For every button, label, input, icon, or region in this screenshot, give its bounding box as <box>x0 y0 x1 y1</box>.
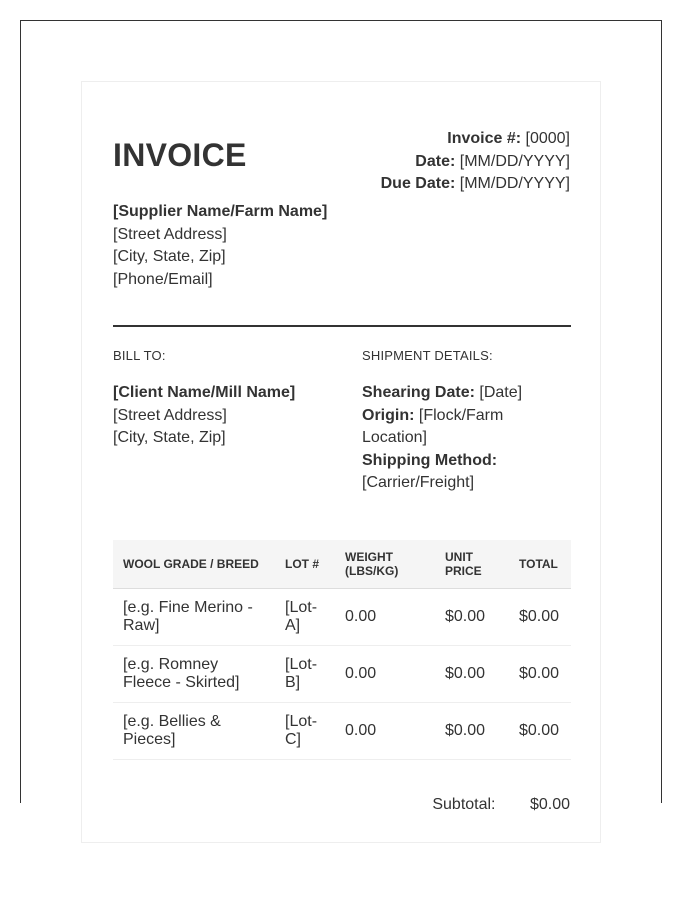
origin-label: Origin: <box>362 406 415 424</box>
column-header-lot: LOT # <box>275 540 335 589</box>
client-street: [Street Address] <box>113 406 227 424</box>
origin-line <box>362 405 562 450</box>
cell-grade: [e.g. Romney Fleece - Skirted] <box>113 646 275 703</box>
cell-lot: [Lot-B] <box>275 646 335 703</box>
table-row <box>113 589 571 646</box>
cell-unit-price: $0.00 <box>435 703 509 760</box>
shearing-date-line <box>362 382 562 405</box>
shearing-date-value: [Date] <box>479 384 523 401</box>
due-date-value: [MM/DD/YYYY] <box>459 175 570 192</box>
due-date-line <box>381 173 570 196</box>
bill-to-block <box>113 382 295 450</box>
shipping-method-line <box>362 450 562 495</box>
shipment-details-label: SHIPMENT DETAILS: <box>362 348 493 363</box>
cell-grade: [e.g. Fine Merino - Raw] <box>113 589 275 646</box>
shipping-method-value: [Carrier/Freight] <box>362 474 475 491</box>
client-city: [City, State, Zip] <box>113 429 226 446</box>
cell-grade: [e.g. Bellies & Pieces] <box>113 703 275 760</box>
subtotal-value: $0.00 <box>529 796 570 813</box>
cell-lot: [Lot-C] <box>275 703 335 760</box>
supplier-contact: [Phone/Email] <box>113 270 213 288</box>
supplier-street: [Street Address] <box>113 225 227 243</box>
invoice-date-value: [MM/DD/YYYY] <box>459 152 570 170</box>
cell-unit-price: $0.00 <box>435 646 509 703</box>
invoice-date-label: Date: <box>415 152 456 170</box>
invoice-number-line <box>381 128 570 151</box>
cell-weight: 0.00 <box>335 703 435 760</box>
cell-lot: [Lot-A] <box>275 589 335 646</box>
due-date-label: Due Date: <box>380 175 456 192</box>
supplier-name: [Supplier Name/Farm Name] <box>113 203 328 220</box>
table-row <box>113 646 571 703</box>
cell-weight: 0.00 <box>335 589 435 646</box>
shipping-method-label: Shipping Method: <box>362 451 498 469</box>
header-divider <box>113 325 571 327</box>
cell-total: $0.00 <box>509 646 571 703</box>
column-header-unit-price: UNIT PRICE <box>435 540 509 589</box>
table-header-row <box>113 540 571 589</box>
subtotal-line <box>432 796 570 814</box>
client-name: [Client Name/Mill Name] <box>113 384 296 401</box>
column-header-grade: WOOL GRADE / BREED <box>113 540 275 589</box>
invoice-date-line <box>381 151 570 174</box>
invoice-meta <box>381 128 570 196</box>
invoice-title: INVOICE <box>113 137 247 173</box>
invoice-number-label: Invoice #: <box>447 130 522 147</box>
column-header-total: TOTAL <box>509 540 571 589</box>
shipment-block <box>362 382 562 495</box>
cell-unit-price: $0.00 <box>435 589 509 646</box>
cell-total: $0.00 <box>509 703 571 760</box>
column-header-weight: WEIGHT (LBS/KG) <box>335 540 435 589</box>
table-row <box>113 703 571 760</box>
origin-value: [Flock/Farm Location] <box>362 406 504 446</box>
bill-to-label: BILL TO: <box>113 348 166 363</box>
page-frame <box>20 20 662 813</box>
cell-total: $0.00 <box>509 589 571 646</box>
line-items-table <box>113 540 571 760</box>
invoice-number-value: [0000] <box>525 130 570 147</box>
supplier-city: [City, State, Zip] <box>113 248 226 265</box>
supplier-block <box>113 201 327 291</box>
subtotal-label: Subtotal: <box>432 796 496 813</box>
invoice-sheet <box>81 81 601 843</box>
cell-weight: 0.00 <box>335 646 435 703</box>
shearing-date-label: Shearing Date: <box>362 384 475 401</box>
